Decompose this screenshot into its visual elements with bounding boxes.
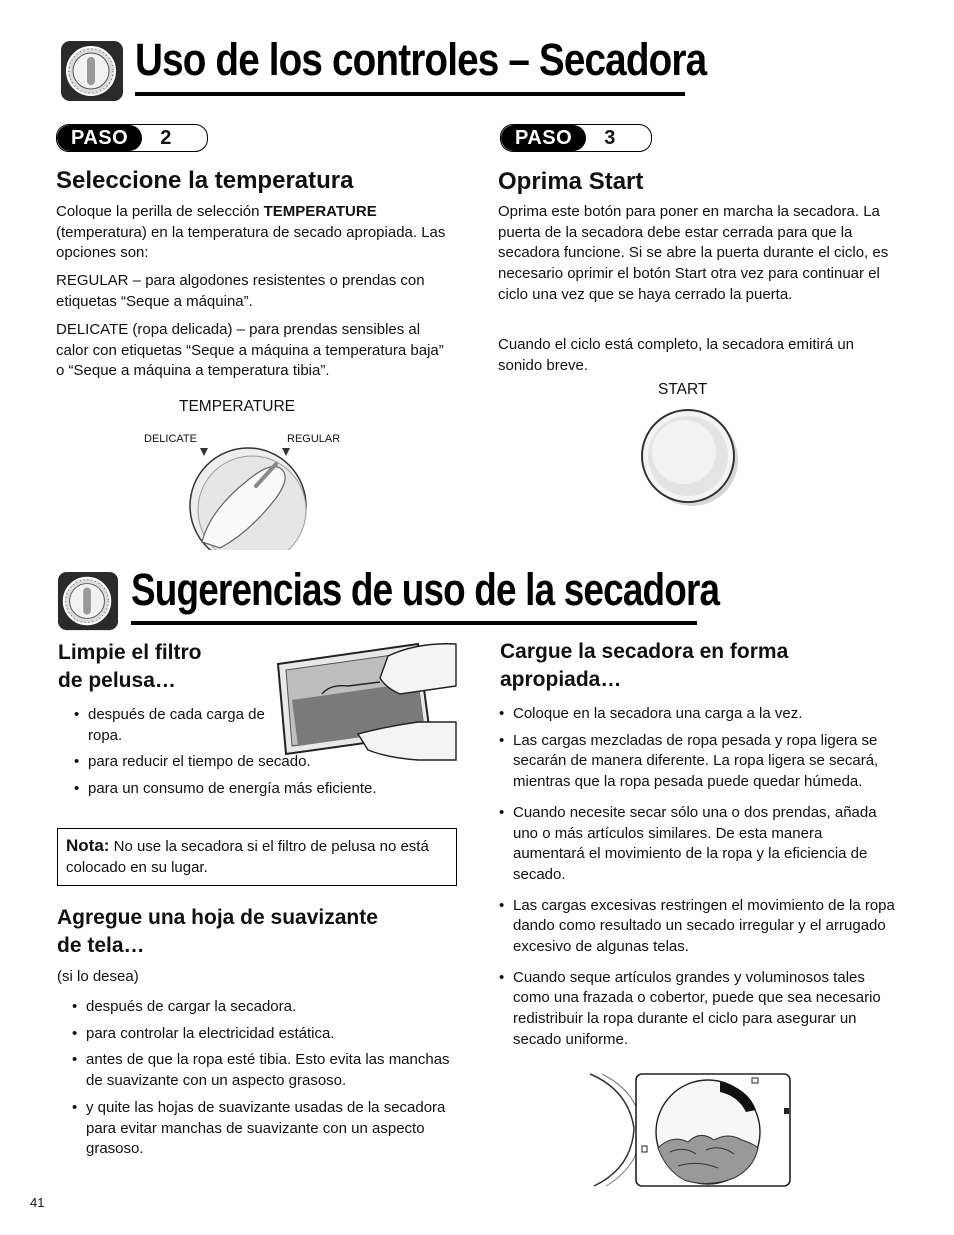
step3-paragraph-1: Oprima este botón para poner en marcha la secadora. La puerta de la secadora debe estar cerrada para que la secadora funcione. Si se abre la puerta durante el ciclo, es necesario oprimir el botón Start otra vez para continuar el ciclo una vez que se haya cerrado la puerta. [498, 203, 889, 303]
knob-title: TEMPERATURE [179, 398, 295, 415]
list-item: • Coloque en la secadora una carga a la vez. [497, 704, 897, 725]
step-badge-number: 2 [160, 126, 172, 149]
step-badge-number: 3 [604, 126, 616, 149]
list-item: • Cuando seque artículos grandes y voluminosos tales como una frazada o cobertor, puede que sea necesario redistribuir la ropa durante el ciclo para asegurar un secado uniforme. [497, 968, 897, 1051]
list-item: • para reducir el tiempo de secado. [72, 752, 342, 773]
list-item: • Cuando necesite secar sólo una o dos prendas, añada uno o más artículos similares. De esta manera aumentará el movimiento de la ropa y la eficiencia de secado. [497, 803, 897, 886]
list-item: • para controlar la electricidad estática. [70, 1024, 450, 1045]
load-bullets [497, 704, 897, 1057]
start-button[interactable] [638, 408, 742, 508]
step3-heading: Oprima Start [498, 168, 644, 195]
list-item: • después de cada carga de ropa. [72, 705, 268, 746]
softener-note: (si lo desea) [57, 968, 139, 985]
temperature-knob[interactable] [180, 440, 320, 550]
note-text: No use la secadora si el filtro de pelusa no está colocado en su lugar. [66, 838, 429, 876]
dryer-dial-icon [60, 40, 124, 102]
step-badge-label: PASO [501, 125, 586, 151]
list-item: • después de cargar la secadora. [70, 997, 450, 1018]
step-badge-label: PASO [57, 125, 142, 151]
note-box [57, 828, 457, 886]
dryer-drum-illustration [588, 1070, 794, 1188]
lint-bullets [72, 705, 377, 806]
step2-paragraph-3: DELICATE (ropa delicada) – para prendas sensibles al calor con etiquetas “Seque a máquina a temperatura baja” o “Seque a máquina a temperatura tibia”. [56, 321, 444, 380]
list-item: • Las cargas mezcladas de ropa pesada y ropa ligera se secarán de manera diferente. La ropa ligera se secará, mientras que la ropa pesada puede quedar húmeda. [497, 731, 897, 793]
note-label: Nota: [66, 836, 110, 855]
step-badge [56, 124, 208, 152]
list-item: • Las cargas excesivas restringen el movimiento de la ropa dando como resultado un secado irregular y el arrugado excesivo de algunas telas. [497, 896, 897, 958]
knob-label-delicate: DELICATE [144, 433, 197, 445]
softener-bullets [70, 997, 450, 1166]
softener-heading: Agregue una hoja de suavizante de tela… [57, 906, 378, 957]
list-item: • para un consumo de energía más eficiente. [72, 779, 468, 800]
step2-heading: Seleccione la temperatura [56, 167, 354, 194]
section-title-tips: Sugerencias de uso de la secadora [131, 564, 720, 615]
list-item: • antes de que la ropa esté tibia. Esto evita las manchas de suavizante con un aspecto grasoso. [70, 1050, 450, 1091]
dryer-dial-icon [57, 570, 119, 632]
load-heading: Cargue la secadora en forma apropiada… [500, 640, 789, 691]
list-item: • y quite las hojas de suavizante usadas de la secadora para evitar manchas de suavizante con un aspecto grasoso. [70, 1098, 450, 1160]
knob-label-regular: REGULAR [287, 433, 341, 445]
section-rule [135, 92, 685, 96]
section-rule [131, 621, 697, 625]
start-button-label: START [658, 381, 708, 398]
step2-paragraph-1: Coloque la perilla de selección TEMPERATURE (temperatura) en la temperatura de secado apropiada. Las opciones son: [56, 203, 446, 262]
step-badge [500, 124, 652, 152]
page-number: 41 [30, 1195, 45, 1210]
lint-heading: Limpie el filtro de pelusa… [58, 641, 202, 692]
section-title-controls: Uso de los controles – Secadora [135, 34, 707, 85]
step3-paragraph-2: Cuando el ciclo está completo, la secadora emitirá un sonido breve. [498, 336, 855, 374]
step2-paragraph-2: REGULAR – para algodones resistentes o prendas con etiquetas “Seque a máquina”. [56, 272, 425, 310]
